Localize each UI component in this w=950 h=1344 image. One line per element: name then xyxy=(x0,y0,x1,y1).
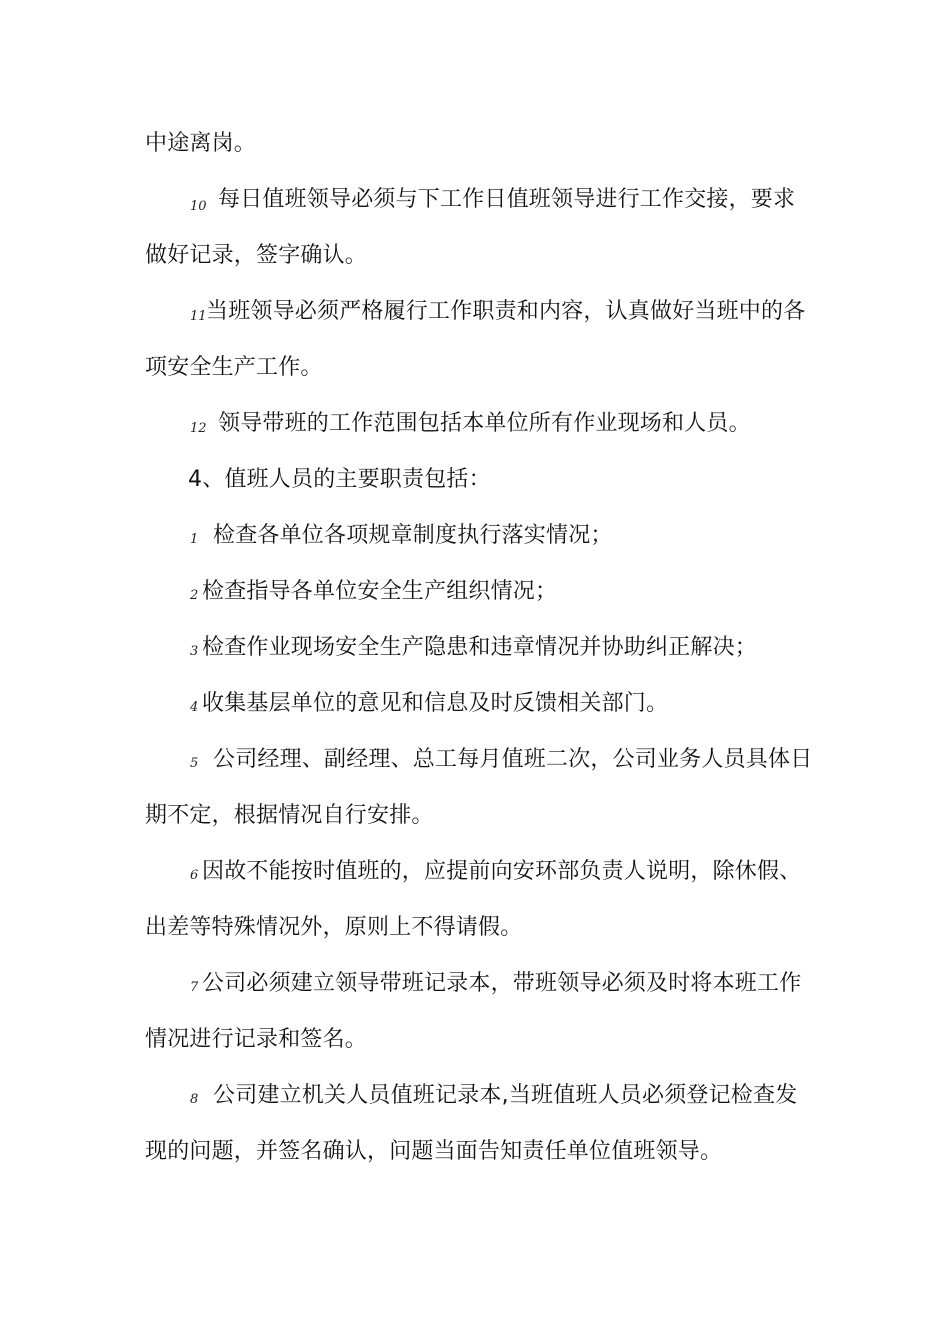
paragraph-line: 每日值班领导必须与下工作日值班领导进行工作交接，要求 xyxy=(218,187,796,212)
paragraph-line: 期不定，根据情况自行安排。 xyxy=(145,803,434,828)
item-number-marker: 6 xyxy=(190,868,199,883)
item-number-marker: 10 xyxy=(190,199,207,214)
paragraph-line: 检查作业现场安全生产隐患和违章情况并协助纠正解决； xyxy=(202,635,758,660)
paragraph-line: 情况进行记录和签名。 xyxy=(145,1027,368,1052)
item-number-marker: 11 xyxy=(190,309,207,324)
item-number-marker: 3 xyxy=(190,644,199,659)
paragraph-line: 当班领导必须严格履行工作职责和内容，认真做好当班中的各 xyxy=(206,299,806,324)
paragraph-line: 公司经理、副经理、总工每月值班二次，公司业务人员具体日 xyxy=(213,747,813,772)
paragraph-line: 中途离岗。 xyxy=(145,131,257,156)
paragraph-line: 做好记录，签字确认。 xyxy=(145,243,368,268)
item-number-marker: 12 xyxy=(190,421,207,436)
paragraph-line: 项安全生产工作。 xyxy=(145,355,323,380)
item-number-marker: 8 xyxy=(190,1092,199,1107)
section-heading: 4、值班人员的主要职责包括： xyxy=(188,467,491,492)
paragraph-line: 领导带班的工作范围包括本单位所有作业现场和人员。 xyxy=(218,411,751,436)
paragraph-line: 检查各单位各项规章制度执行落实情况； xyxy=(213,523,613,548)
paragraph-line: 出差等特殊情况外，原则上不得请假。 xyxy=(145,915,523,940)
item-number-marker: 4 xyxy=(190,700,199,715)
paragraph-line: 检查指导各单位安全生产组织情况； xyxy=(202,579,558,604)
item-number-marker: 1 xyxy=(190,532,199,547)
item-number-marker: 2 xyxy=(190,588,199,603)
paragraph-line: 现的问题，并签名确认，问题当面告知责任单位值班领导。 xyxy=(145,1139,723,1164)
paragraph-line: 公司必须建立领导带班记录本，带班领导必须及时将本班工作 xyxy=(202,971,802,996)
paragraph-line: 公司建立机关人员值班记录本,当班值班人员必须登记检查发 xyxy=(213,1083,798,1108)
item-number-marker: 7 xyxy=(190,980,199,995)
paragraph-line: 因故不能按时值班的，应提前向安环部负责人说明，除休假、 xyxy=(202,859,802,884)
item-number-marker: 5 xyxy=(190,756,199,771)
paragraph-line: 收集基层单位的意见和信息及时反馈相关部门。 xyxy=(202,691,669,716)
